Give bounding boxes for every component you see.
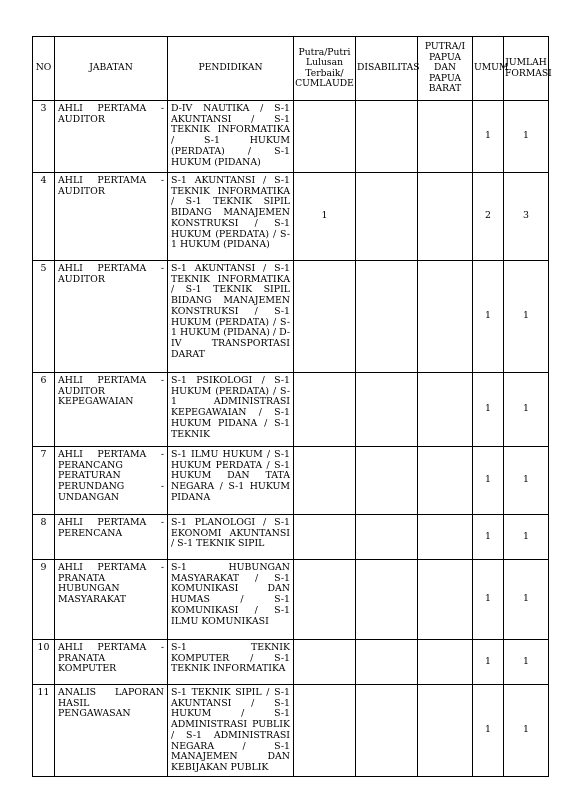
header-pendidikan: PENDIDIKAN bbox=[168, 37, 294, 101]
row-papua bbox=[418, 560, 473, 640]
table-row bbox=[33, 447, 549, 515]
row-cumlaude bbox=[294, 101, 356, 173]
table-row bbox=[33, 685, 549, 777]
row-jumlah: 1 bbox=[504, 685, 549, 777]
row-jumlah: 1 bbox=[504, 261, 549, 373]
row-pendidikan: S-1 TEKNIK KOMPUTER / S-1 TEKNIK INFORMATIKA bbox=[168, 640, 294, 685]
row-pendidikan: S-1 AKUNTANSI / S-1 TEKNIK INFORMATIKA / S-1 TEKNIK SIPIL BIDANG MANAJEMEN KONSTRUKSI / S-1 HUKUM (PERDATA) / S-1 HUKUM (PIDANA) / D-IV TRANSPORTASI DARAT bbox=[168, 261, 294, 373]
row-jabatan: AHLI PERTAMA - AUDITOR KEPEGAWAIAN bbox=[55, 373, 168, 447]
row-papua bbox=[418, 447, 473, 515]
row-cumlaude bbox=[294, 515, 356, 560]
row-jabatan: AHLI PERTAMA - PRANATA KOMPUTER bbox=[55, 640, 168, 685]
table-row bbox=[33, 373, 549, 447]
row-cumlaude: 1 bbox=[294, 173, 356, 261]
row-no: 6 bbox=[33, 373, 55, 447]
header-disabilitas: DISABILITAS bbox=[356, 37, 418, 101]
row-umum: 2 bbox=[473, 173, 504, 261]
row-disabilitas bbox=[356, 640, 418, 685]
table-row bbox=[33, 173, 549, 261]
row-papua bbox=[418, 373, 473, 447]
row-cumlaude bbox=[294, 560, 356, 640]
header-no: NO bbox=[33, 37, 55, 101]
row-jumlah: 1 bbox=[504, 373, 549, 447]
header-umum: UMUM bbox=[473, 37, 504, 101]
row-pendidikan: S-1 ILMU HUKUM / S-1 HUKUM PERDATA / S-1 HUKUM DAN TATA NEGARA / S-1 HUKUM PIDANA bbox=[168, 447, 294, 515]
header-papua: PUTRA/I PAPUA DAN PAPUA BARAT bbox=[418, 37, 473, 101]
header-cumlaude: Putra/Putri Lulusan Terbaik/ CUMLAUDE bbox=[294, 37, 356, 101]
table-row bbox=[33, 560, 549, 640]
row-disabilitas bbox=[356, 685, 418, 777]
row-no: 3 bbox=[33, 101, 55, 173]
row-disabilitas bbox=[356, 101, 418, 173]
row-papua bbox=[418, 640, 473, 685]
row-jabatan: AHLI PERTAMA - AUDITOR bbox=[55, 101, 168, 173]
row-no: 11 bbox=[33, 685, 55, 777]
row-pendidikan: S-1 AKUNTANSI / S-1 TEKNIK INFORMATIKA / S-1 TEKNIK SIPIL BIDANG MANAJEMEN KONSTRUKSI / S-1 HUKUM (PERDATA) / S-1 HUKUM (PIDANA) bbox=[168, 173, 294, 261]
row-jabatan: AHLI PERTAMA - AUDITOR bbox=[55, 173, 168, 261]
row-umum: 1 bbox=[473, 685, 504, 777]
row-umum: 1 bbox=[473, 101, 504, 173]
row-jabatan: AHLI PERTAMA - AUDITOR bbox=[55, 261, 168, 373]
table-row bbox=[33, 261, 549, 373]
row-jumlah: 1 bbox=[504, 101, 549, 173]
row-pendidikan: S-1 PSIKOLOGI / S-1 HUKUM (PERDATA) / S-1 ADMINISTRASI KEPEGAWAIAN / S-1 HUKUM PIDANA / S-1 TEKNIK bbox=[168, 373, 294, 447]
row-jabatan: AHLI PERTAMA - PRANATA HUBUNGAN MASYARAKAT bbox=[55, 560, 168, 640]
row-jabatan: AHLI PERTAMA - PERENCANA bbox=[55, 515, 168, 560]
row-umum: 1 bbox=[473, 261, 504, 373]
row-jumlah: 1 bbox=[504, 447, 549, 515]
table-row bbox=[33, 101, 549, 173]
row-cumlaude bbox=[294, 640, 356, 685]
row-pendidikan: S-1 TEKNIK SIPIL / S-1 AKUNTANSI / S-1 HUKUM / S-1 ADMINISTRASI PUBLIK / S-1 ADMINISTRASI NEGARA / S-1 MANAJEMEN DAN KEBIJAKAN PUBLIK bbox=[168, 685, 294, 777]
header-jumlah: JUMLAH FORMASI bbox=[504, 37, 549, 101]
row-cumlaude bbox=[294, 447, 356, 515]
row-jumlah: 1 bbox=[504, 640, 549, 685]
row-jabatan: ANALIS LAPORAN HASIL PENGAWASAN bbox=[55, 685, 168, 777]
row-papua bbox=[418, 261, 473, 373]
row-no: 10 bbox=[33, 640, 55, 685]
header-jabatan: JABATAN bbox=[55, 37, 168, 101]
row-umum: 1 bbox=[473, 447, 504, 515]
row-pendidikan: D-IV NAUTIKA / S-1 AKUNTANSI / S-1 TEKNIK INFORMATIKA / S-1 HUKUM (PERDATA) / S-1 HUKUM (PIDANA) bbox=[168, 101, 294, 173]
row-umum: 1 bbox=[473, 373, 504, 447]
formation-table bbox=[32, 36, 552, 777]
row-jumlah: 1 bbox=[504, 560, 549, 640]
row-jabatan: AHLI PERTAMA - PERANCANG PERATURAN PERUNDANG - UNDANGAN bbox=[55, 447, 168, 515]
row-no: 8 bbox=[33, 515, 55, 560]
row-papua bbox=[418, 101, 473, 173]
row-disabilitas bbox=[356, 515, 418, 560]
row-jumlah: 3 bbox=[504, 173, 549, 261]
row-no: 7 bbox=[33, 447, 55, 515]
row-no: 9 bbox=[33, 560, 55, 640]
row-papua bbox=[418, 515, 473, 560]
row-umum: 1 bbox=[473, 640, 504, 685]
row-disabilitas bbox=[356, 560, 418, 640]
table-row bbox=[33, 515, 549, 560]
row-cumlaude bbox=[294, 685, 356, 777]
row-no: 4 bbox=[33, 173, 55, 261]
row-disabilitas bbox=[356, 373, 418, 447]
row-disabilitas bbox=[356, 173, 418, 261]
row-disabilitas bbox=[356, 447, 418, 515]
row-cumlaude bbox=[294, 261, 356, 373]
row-pendidikan: S-1 HUBUNGAN MASYARAKAT / S-1 KOMUNIKASI DAN HUMAS / S-1 KOMUNIKASI / S-1 ILMU KOMUNIKASI bbox=[168, 560, 294, 640]
row-jumlah: 1 bbox=[504, 515, 549, 560]
row-no: 5 bbox=[33, 261, 55, 373]
row-umum: 1 bbox=[473, 560, 504, 640]
row-papua bbox=[418, 685, 473, 777]
row-papua bbox=[418, 173, 473, 261]
row-pendidikan: S-1 PLANOLOGI / S-1 EKONOMI AKUNTANSI / S-1 TEKNIK SIPIL bbox=[168, 515, 294, 560]
table-row bbox=[33, 640, 549, 685]
header-row bbox=[33, 37, 549, 101]
row-disabilitas bbox=[356, 261, 418, 373]
row-cumlaude bbox=[294, 373, 356, 447]
row-umum: 1 bbox=[473, 515, 504, 560]
